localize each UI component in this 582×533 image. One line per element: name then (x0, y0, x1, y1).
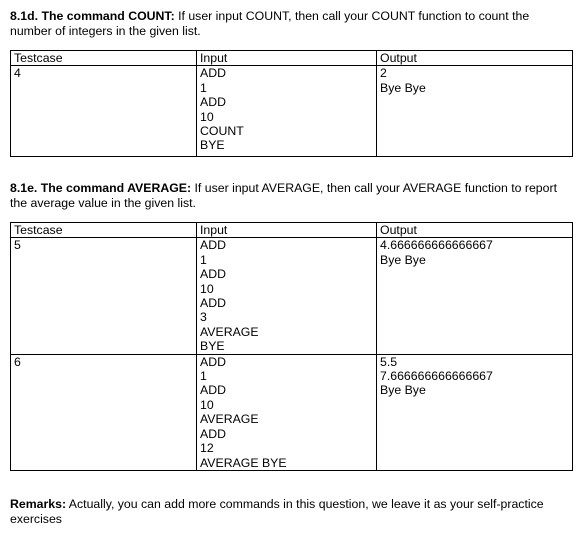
input-line: 10 (200, 109, 214, 124)
input-line: 10 (200, 397, 214, 412)
testcase-id: 6 (11, 354, 197, 470)
input-line: 12 (200, 441, 214, 456)
output-line: 5.5 (380, 354, 398, 369)
header-input: Input (197, 223, 377, 238)
input-line: BYE (200, 339, 225, 354)
output-cell (377, 66, 573, 157)
header-output: Output (377, 223, 573, 238)
section-d-paragraph (10, 9, 572, 39)
input-line: ADD (200, 95, 226, 110)
section-d-text: If user input COUNT, then call your COUNT function to count the number of integers in the given list. (10, 9, 530, 38)
input-line: COUNT (200, 124, 244, 139)
input-cell (197, 354, 377, 470)
input-line: ADD (200, 296, 226, 311)
input-line: ADD (200, 66, 226, 81)
testcase-table-average (10, 222, 573, 471)
table-header-row (11, 51, 573, 66)
input-line: ADD (200, 383, 226, 398)
table-row (11, 238, 573, 354)
testcase-id: 4 (11, 66, 197, 157)
output-line: 4.666666666666667 (380, 238, 493, 253)
output-line: Bye Bye (380, 80, 426, 95)
section-e-text: If user input AVERAGE, then call your AVERAGE function to report the average value in the given list. (10, 181, 557, 210)
output-line: 2 (380, 66, 387, 81)
input-line: ADD (200, 238, 226, 253)
input-line: AVERAGE BYE (200, 455, 287, 470)
testcase-id: 5 (11, 238, 197, 354)
input-line: ADD (200, 426, 226, 441)
input-line: BYE (200, 138, 225, 153)
testcase-table-count (10, 50, 573, 157)
input-line: 1 (200, 252, 207, 267)
input-line: 3 (200, 310, 207, 325)
table-header-row (11, 223, 573, 238)
header-input: Input (197, 51, 377, 66)
input-cell (197, 66, 377, 157)
input-line: ADD (200, 267, 226, 282)
input-cell (197, 238, 377, 354)
output-line: Bye Bye (380, 252, 426, 267)
section-d-heading: 8.1d. The command COUNT: (10, 9, 175, 23)
header-testcase: Testcase (11, 223, 197, 238)
input-line: AVERAGE (200, 412, 259, 427)
output-cell (377, 354, 573, 470)
table-row (11, 66, 573, 157)
remarks-text: Actually, you can add more commands in this question, we leave it as your self-practice exercises (10, 497, 544, 526)
input-line: 1 (200, 80, 207, 95)
header-output: Output (377, 51, 573, 66)
output-cell (377, 238, 573, 354)
input-line: ADD (200, 354, 226, 369)
header-testcase: Testcase (11, 51, 197, 66)
output-line: 7.666666666666667 (380, 369, 493, 384)
section-e-heading: 8.1e. The command AVERAGE: (10, 181, 192, 195)
output-line: Bye Bye (380, 383, 426, 398)
input-line: 10 (200, 281, 214, 296)
input-line: AVERAGE (200, 324, 259, 339)
section-e-paragraph (10, 181, 572, 211)
remarks-paragraph (10, 497, 572, 527)
remarks-heading: Remarks: (10, 497, 67, 511)
input-line: 1 (200, 369, 207, 384)
table-row (11, 354, 573, 470)
